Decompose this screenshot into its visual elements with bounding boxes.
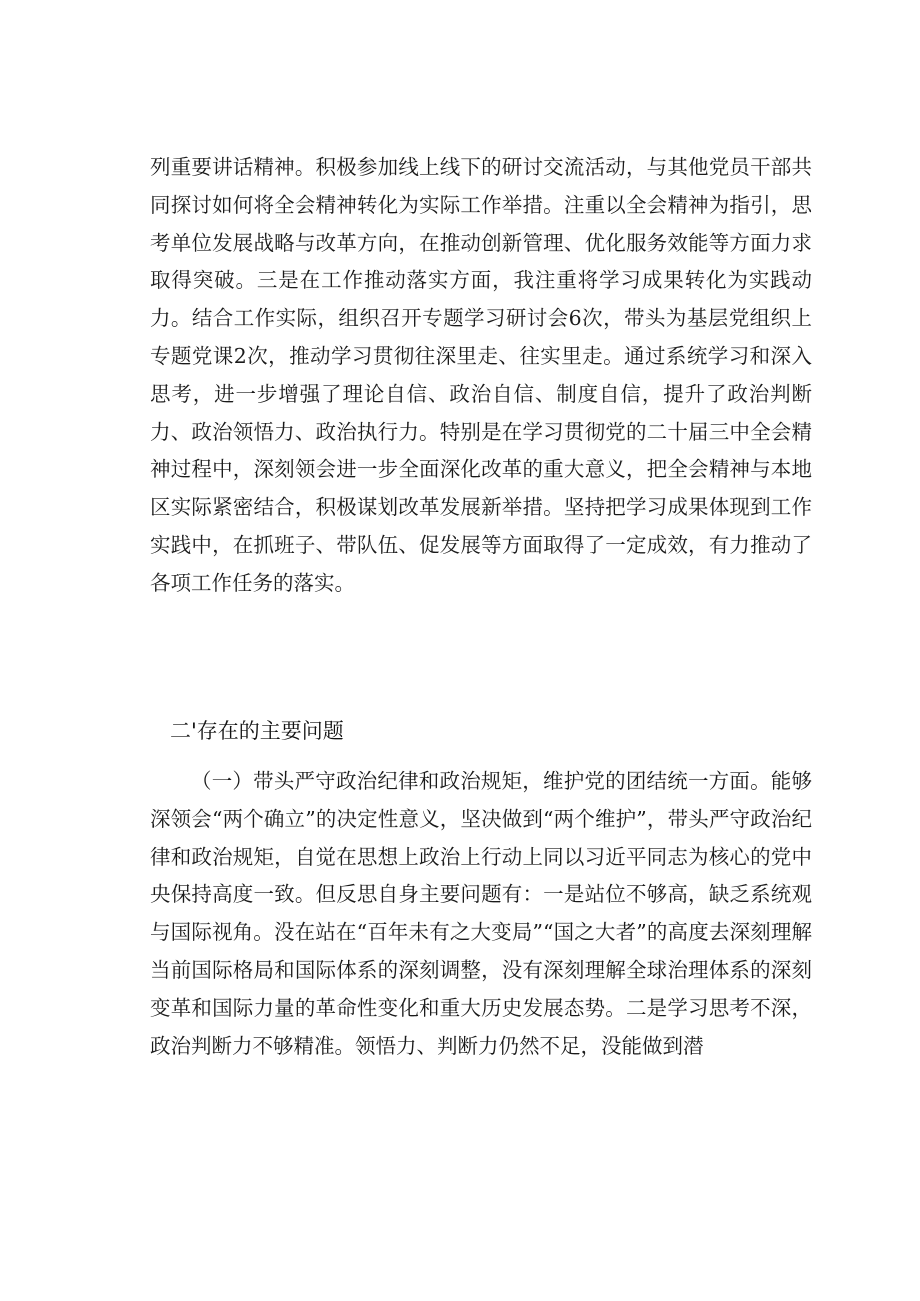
section-heading-main-problems: 二'存在的主要问题 <box>170 719 344 743</box>
body-paragraph-achievements: 列重要讲话精神。积极参加线上线下的研讨交流活动，与其他党员干部共同探讨如何将全会精神转化为实际工作举措。注重以全会精神为指引，思考单位发展战略与改革方向，在推动创新管理、优化服务效能等方面力求取得突破。三是在工作推动落实方面，我注重将学习成果转化为实践动力。结合工作实际，组织召开专题学习研讨会6次，带头为基层党组织上专题党课2次，推动学习贯彻往深里走、往实里走。通过系统学习和深入思考，进一步增强了理论自信、政治自信、制度自信，提升了政治判断力、政治领悟力、政治执行力。特别是在学习贯彻党的二十届三中全会精神过程中，深刻领会进一步全面深化改革的重大意义，把全会精神与本地区实际紧密结合，积极谋划改革发展新举措。坚持把学习成果体现到工作实践中，在抓班子、带队伍、促发展等方面取得了一定成效，有力推动了各项工作任务的落实。 <box>150 155 812 595</box>
body-paragraph-political-discipline: （一）带头严守政治纪律和政治规矩，维护党的团结统一方面。能够深领会“两个确立”的决定性意义，坚决做到“两个维护”，带头严守政治纪律和政治规矩，自觉在思想上政治上行动上同以习近平同志为核心的党中央保持高度一致。但反思自身主要问题有：一是站位不够高，缺乏系统观与国际视角。没在站在“百年未有之大变局”“国之大者”的高度去深刻理解当前国际格局和国际体系的深刻调整，没有深刻理解全球治理体系的深刻变革和国际力量的革命性变化和重大历史发展态势。二是学习思考不深，政治判断力不够精准。领悟力、判断力仍然不足，没能做到潜 <box>150 769 812 1058</box>
